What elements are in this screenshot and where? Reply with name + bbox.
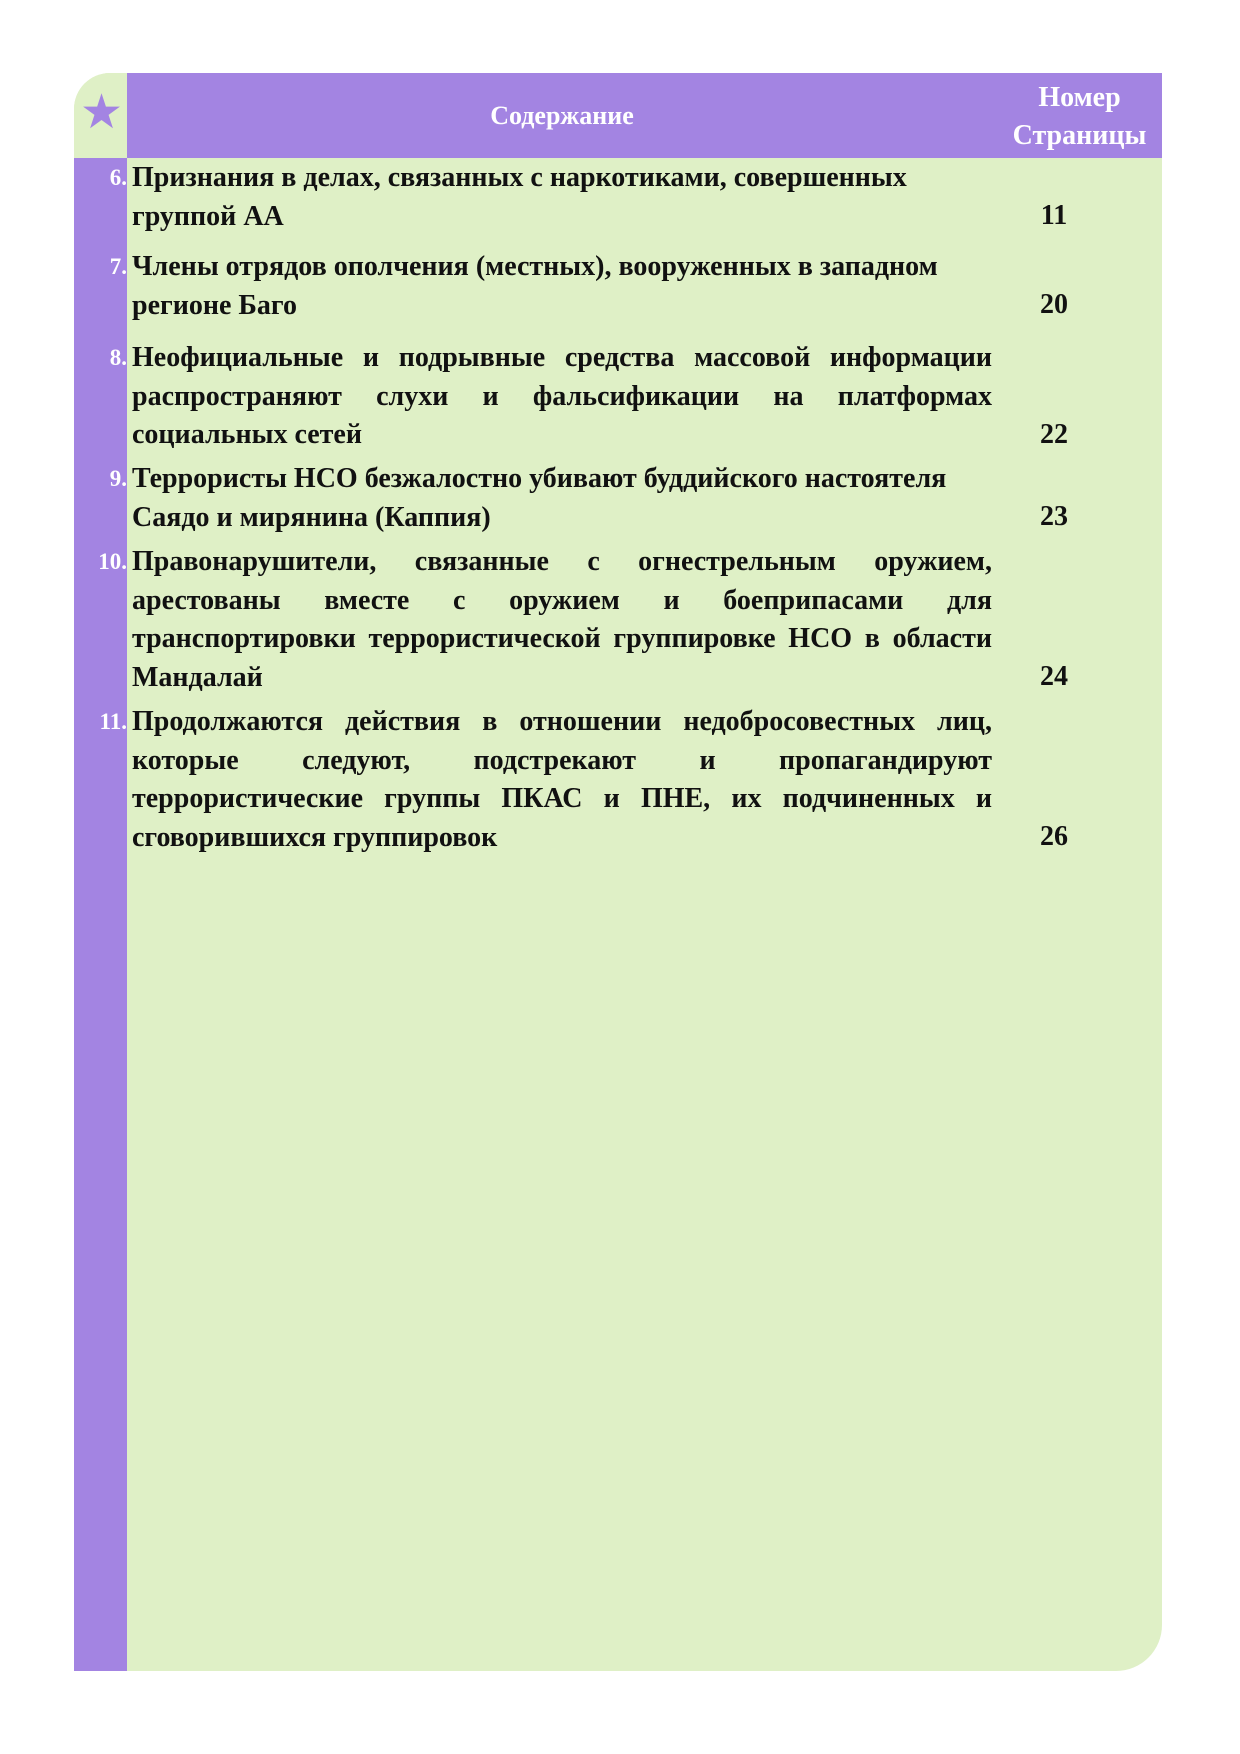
toc-panel — [74, 73, 1162, 1671]
number-strip — [74, 158, 127, 1671]
entry-page: 24 — [1040, 661, 1068, 692]
page-heading-line2: Страницы — [1012, 120, 1147, 151]
entry-number: 7. — [109, 254, 127, 279]
entry-title: Продолжаются действия в отношении недобросовестных лиц, которые следуют, подстрекают и пропагандируют террористические группы ПКАС и ПНЕ, их подчиненных и сговорившихся группировок — [132, 706, 992, 853]
entry-number: 11. — [99, 709, 127, 734]
toc-header — [127, 73, 1162, 158]
entry-title: Террористы НСО безжалостно убивают буддийского настоятеля Саядо и мирянина (Каппия) — [132, 463, 947, 533]
entry-title: Правонарушители, связанные с огнестрельным оружием, арестованы вместе с оружием и боеприпасами для транспортировки террористической группировке НСО в области Мандалай — [132, 546, 992, 693]
corner-box — [74, 73, 127, 158]
entry-title: Признания в делах, связанных с наркотиками, совершенных группой АА — [132, 162, 907, 232]
entry-number: 9. — [109, 466, 127, 491]
entry-page: 11 — [1040, 200, 1068, 231]
entry-title: Неофициальные и подрывные средства массовой информации распространяют слухи и фальсификации на платформах социальных сетей — [132, 342, 992, 450]
entry-number: 10. — [98, 549, 127, 574]
entry-page: 26 — [1040, 821, 1068, 852]
entry-number: 6. — [109, 165, 127, 190]
page-number-heading — [997, 79, 1162, 155]
contents-heading: Содержание — [490, 101, 634, 130]
entry-page: 23 — [1040, 501, 1068, 532]
entry-title: Члены отрядов ополчения (местных), вооруженных в западном регионе Баго — [132, 251, 938, 321]
entry-page: 22 — [1040, 419, 1068, 450]
page-heading-line1: Номер — [1038, 82, 1121, 113]
entry-number: 8. — [109, 345, 127, 370]
star-icon: ★ — [80, 84, 124, 140]
entry-page: 20 — [1040, 289, 1068, 320]
